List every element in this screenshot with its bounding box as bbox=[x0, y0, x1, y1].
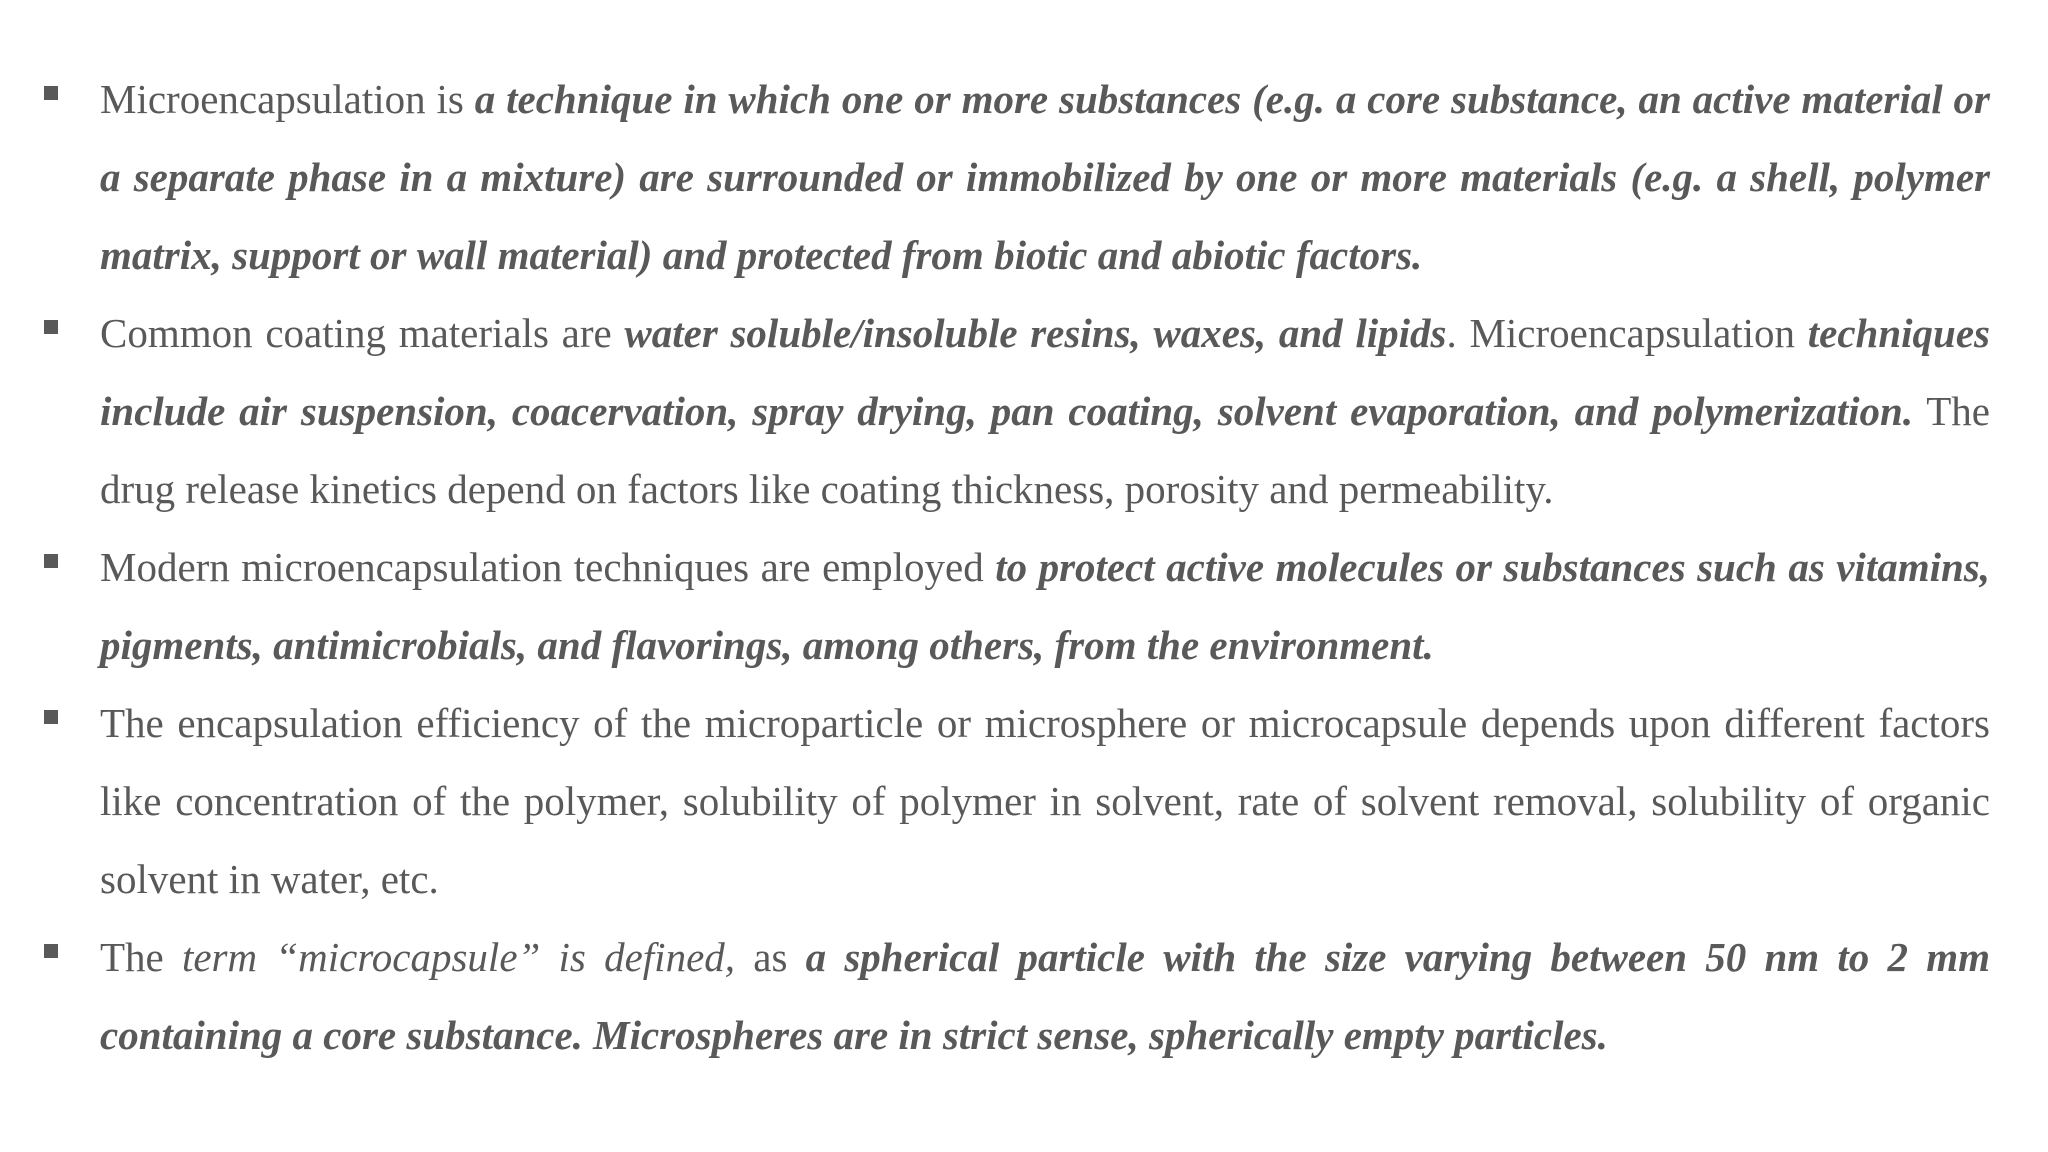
bullet-list bbox=[0, 60, 1990, 1074]
text-segment-emphasis: techniques include air suspension, coacervation, spray drying, pan coating, solvent evaporation, and polymerization. bbox=[100, 310, 1991, 434]
text-segment-emphasis: a technique in which one or more substances (e.g. a core substance, an active material or a separate phase in a mixture) are surrounded or immobilized by one or more materials (e.g. a shell, polymer matrix, support or wall material) and protected from biotic and abiotic factors. bbox=[100, 76, 1990, 278]
square-bullet-icon bbox=[44, 320, 58, 334]
bullet-item-efficiency bbox=[0, 684, 1990, 918]
text-segment: as bbox=[735, 934, 806, 980]
square-bullet-icon bbox=[44, 710, 58, 724]
text-segment-emphasis: water soluble/insoluble resins, waxes, and lipids bbox=[624, 310, 1447, 356]
text-segment: Modern microencapsulation techniques are employed bbox=[100, 544, 996, 590]
text-segment: Common coating materials are bbox=[100, 310, 625, 356]
text-segment: Microencapsulation is bbox=[100, 76, 475, 122]
square-bullet-icon bbox=[44, 86, 58, 100]
text-segment-emphasis: a spherical particle with the size varying between 50 nm to 2 mm containing a core substance. Microspheres are in strict sense, spherically empty particles. bbox=[100, 934, 1991, 1058]
bullet-item-definition bbox=[0, 60, 1990, 294]
text-segment: The encapsulation efficiency of the microparticle or microsphere or microcapsule depends upon different factors like concentration of the polymer, solubility of polymer in solvent, rate of solvent removal, solubility of organic solvent in water, etc. bbox=[100, 700, 1990, 902]
bullet-item-microcapsule-definition bbox=[0, 918, 1990, 1074]
text-segment: The drug release kinetics depend on factors like coating thickness, porosity and permeability. bbox=[100, 388, 1990, 512]
text-segment-italic: term “microcapsule” is defined, bbox=[181, 934, 736, 980]
text-segment: The bbox=[100, 934, 182, 980]
square-bullet-icon bbox=[44, 944, 58, 958]
bullet-item-modern-techniques bbox=[0, 528, 1990, 684]
text-segment-emphasis: to protect active molecules or substances such as vitamins, pigments, antimicrobials, and flavorings, among others, from the environment. bbox=[100, 544, 1991, 668]
bullet-item-coating-materials bbox=[0, 294, 1990, 528]
square-bullet-icon bbox=[44, 554, 58, 568]
text-segment: . Microencapsulation bbox=[1446, 310, 1808, 356]
